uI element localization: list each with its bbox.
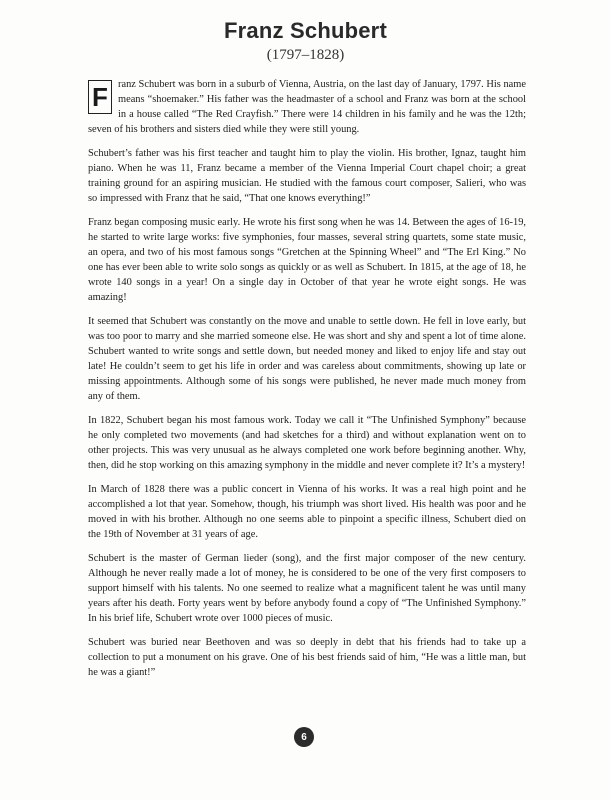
dropcap-letter: F	[88, 80, 112, 114]
paragraph: Schubert was buried near Beethoven and was so deeply in debt that his friends had to take up a collection to put a monument on his grave. One of his best friends said of him, “He was a little man, but he was a giant!”	[88, 637, 526, 678]
page-number-badge: 6	[294, 727, 314, 747]
article-body	[88, 77, 526, 689]
life-dates: (1797–1828)	[266, 47, 345, 63]
paragraph: In March of 1828 there was a public concert in Vienna of his works. It was a real high point and he accomplished a lot that year. Somehow, though, his triumph was short lived. His health was poor and he moved in with his brother. Although no one seems able to pinpoint a specific illness, Schubert died on the 19th of November at 31 years of age.	[88, 484, 526, 540]
paragraph: Schubert’s father was his first teacher and taught him to play the violin. His brother, Ignaz, taught him piano. When he was 11, Franz became a member of the Vienna Imperial Court chapel choir; a great training ground for an aspiring musician. He studied with the famous court composer, Salieri, who was so impressed with Franz that he said, “That one knows everything!”	[88, 148, 526, 204]
paragraph: Schubert is the master of German lieder (song), and the first major composer of the new century. Although he never really made a lot of money, he is considered to be one of the very first composers to support himself with his talents. No one seemed to realize what a magnificent talent he was until many years after his death. Forty years went by before anybody found a copy of “The Unfinished Symphony.” In his brief life, Schubert wrote over 1000 pieces of music.	[88, 553, 526, 624]
paragraph: In 1822, Schubert began his most famous work. Today we call it “The Unfinished Symphony” because he only completed two movements (and had sketches for a third) and without explanation went on to other projects. This was very unusual as he always completed one work before beginning another. Why, then, did he stop working on this amazing symphony in the middle and never complete it? It’s a mystery!	[88, 415, 526, 471]
page-title: Franz Schubert	[224, 18, 387, 43]
paragraph-text: ranz Schubert was born in a suburb of Vienna, Austria, on the last day of January, 1797. His name means “shoemaker.” His father was the headmaster of a school and Franz was born at the school in a house called “The Red Crayfish.” There were 14 children in his family and he was the 12th; seven of his brothers and sisters died while they were still young.	[88, 79, 526, 135]
paragraph: It seemed that Schubert was constantly on the move and unable to settle down. He fell in love early, but was too poor to marry and she married someone else. He was short and shy and spent a lot of time alone. Schubert wanted to write songs and settle down, but needed money and liked to enjoy life and stay out late! He couldn’t seem to get his life in order and was careless about commitments, showing up late or missing appointments. Although some of his songs were published, he never made much money from any of them.	[88, 316, 526, 402]
paragraph	[88, 77, 526, 137]
paragraph: Franz began composing music early. He wrote his first song when he was 14. Between the ages of 16-19, he started to write large works: five symphonies, four masses, several string quartets, some state music, an opera, and two of his most famous songs “Gretchen at the Spinning Wheel” and “The Erl King.” No one has ever been able to write solo songs as quickly or as well as Schubert. In 1815, at the age of 18, he wrote 140 songs in a year! On a single day in October of that year he wrote eight songs. He was amazing!	[88, 217, 526, 303]
